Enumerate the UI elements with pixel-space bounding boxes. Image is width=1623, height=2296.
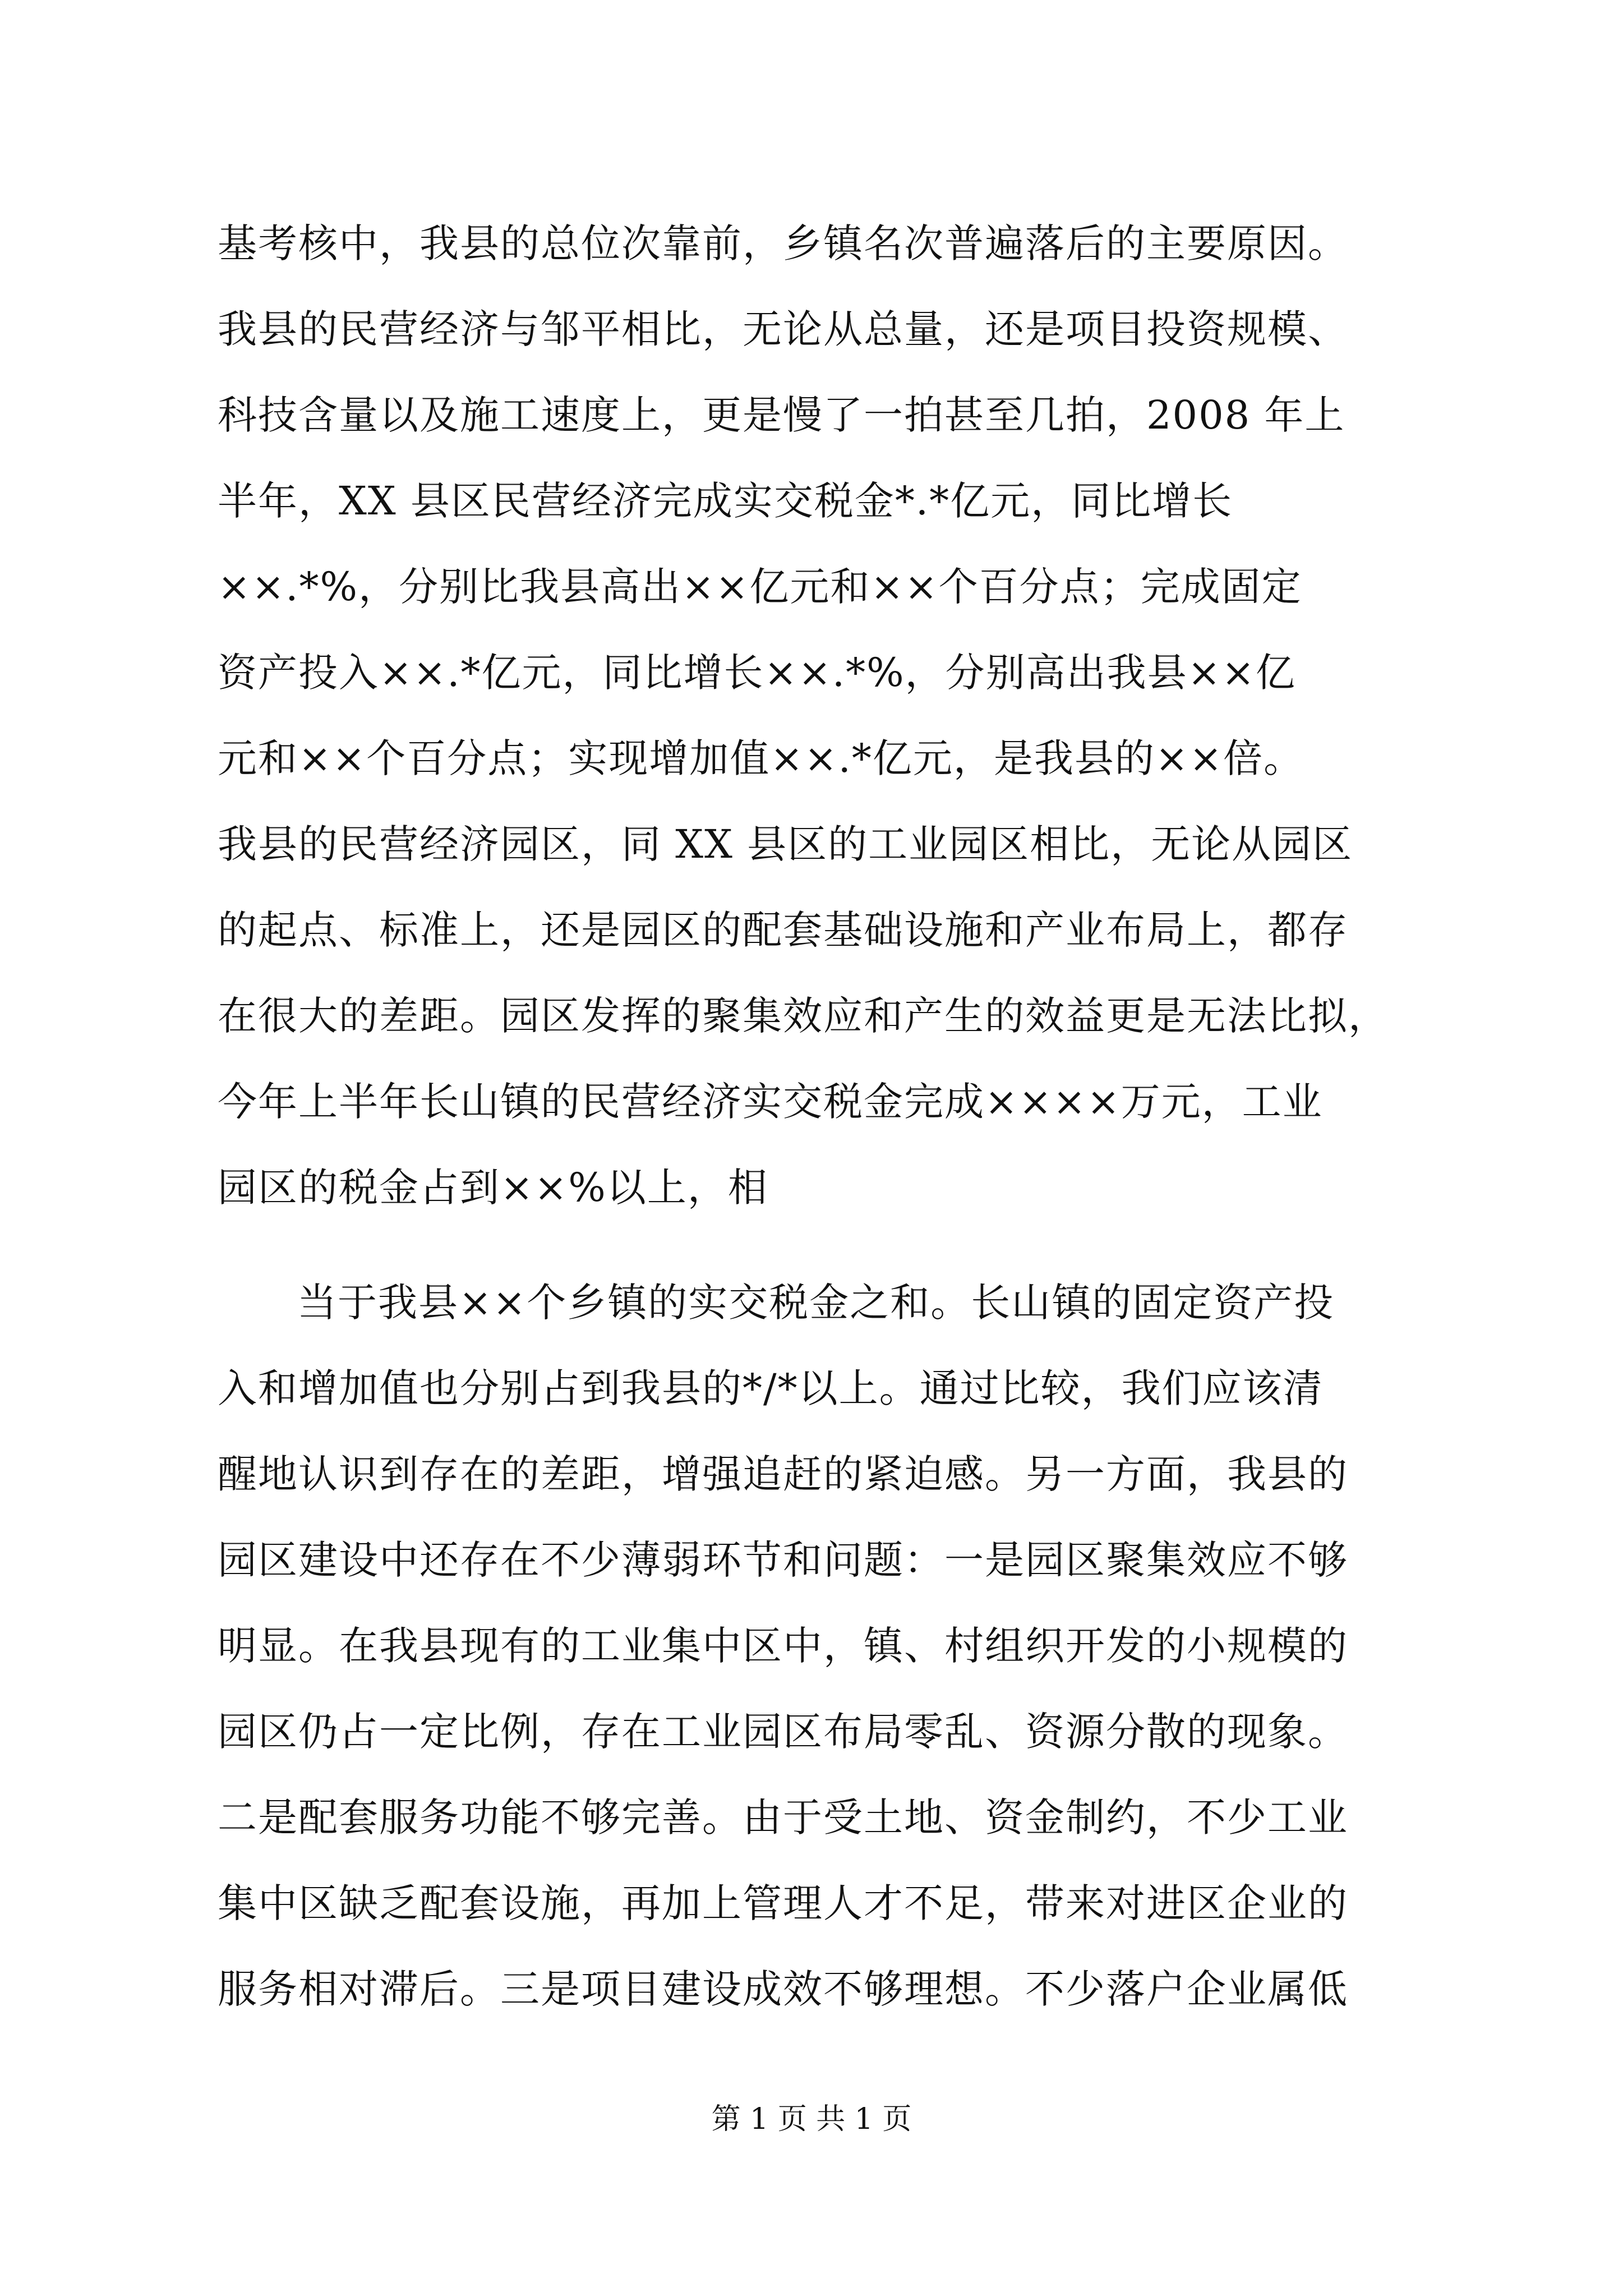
text-line: 在很大的差距。园区发挥的聚集效应和产生的效益更是无法比拟，	[218, 993, 1389, 1039]
text-line: 的起点、标准上，还是园区的配套基础设施和产业布局上，都存	[218, 907, 1348, 953]
text-line: 入和增加值也分别占到我县的*/*以上。通过比较，我们应该清	[218, 1365, 1324, 1411]
text-line: 服务相对滞后。三是项目建设成效不够理想。不少落户企业属低	[218, 1966, 1348, 2012]
page-footer: 第 1 页 共 1 页	[711, 2102, 912, 2136]
text-line: 我县的民营经济与邹平相比，无论从总量，还是项目投资规模、	[218, 306, 1348, 352]
text-line: 当于我县××个乡镇的实交税金之和。长山镇的固定资产投	[297, 1280, 1335, 1326]
text-line: 我县的民营经济园区，同 XX 县区的工业园区相比，无论从园区	[218, 821, 1353, 867]
text-line: 二是配套服务功能不够完善。由于受土地、资金制约，不少工业	[218, 1795, 1348, 1841]
text-line: ××.*%，分别比我县高出××亿元和××个百分点；完成固定	[218, 564, 1302, 610]
text-line: 今年上半年长山镇的民营经济实交税金完成××××万元，工业	[218, 1079, 1323, 1125]
paragraph-spacer	[218, 1231, 1412, 1260]
text-line: 元和××个百分点；实现增加值××.*亿元，是我县的××倍。	[218, 735, 1304, 781]
paragraph-2	[218, 1260, 1412, 2032]
text-line: 半年，XX 县区民营经济完成实交税金*.*亿元，同比增长	[218, 478, 1233, 524]
text-line: 园区仍占一定比例，存在工业园区布局零乱、资源分散的现象。	[218, 1709, 1348, 1755]
text-line: 明显。在我县现有的工业集中区中，镇、村组织开发的小规模的	[218, 1623, 1348, 1669]
text-line: 基考核中，我县的总位次靠前，乡镇名次普遍落后的主要原因。	[218, 220, 1348, 266]
text-line: 资产投入××.*亿元，同比增长××.*%，分别高出我县××亿	[218, 650, 1296, 696]
text-line: 科技含量以及施工速度上，更是慢了一拍甚至几拍，2008 年上	[218, 392, 1345, 438]
document-body	[218, 201, 1412, 2032]
paragraph-1	[218, 201, 1412, 1231]
text-line: 集中区缺乏配套设施，再加上管理人才不足，带来对进区企业的	[218, 1880, 1348, 1926]
text-line: 园区的税金占到××%以上，相	[218, 1165, 768, 1211]
text-line: 园区建设中还存在不少薄弱环节和问题：一是园区聚集效应不够	[218, 1537, 1348, 1583]
text-line: 醒地认识到存在的差距，增强追赶的紧迫感。另一方面，我县的	[218, 1451, 1348, 1497]
